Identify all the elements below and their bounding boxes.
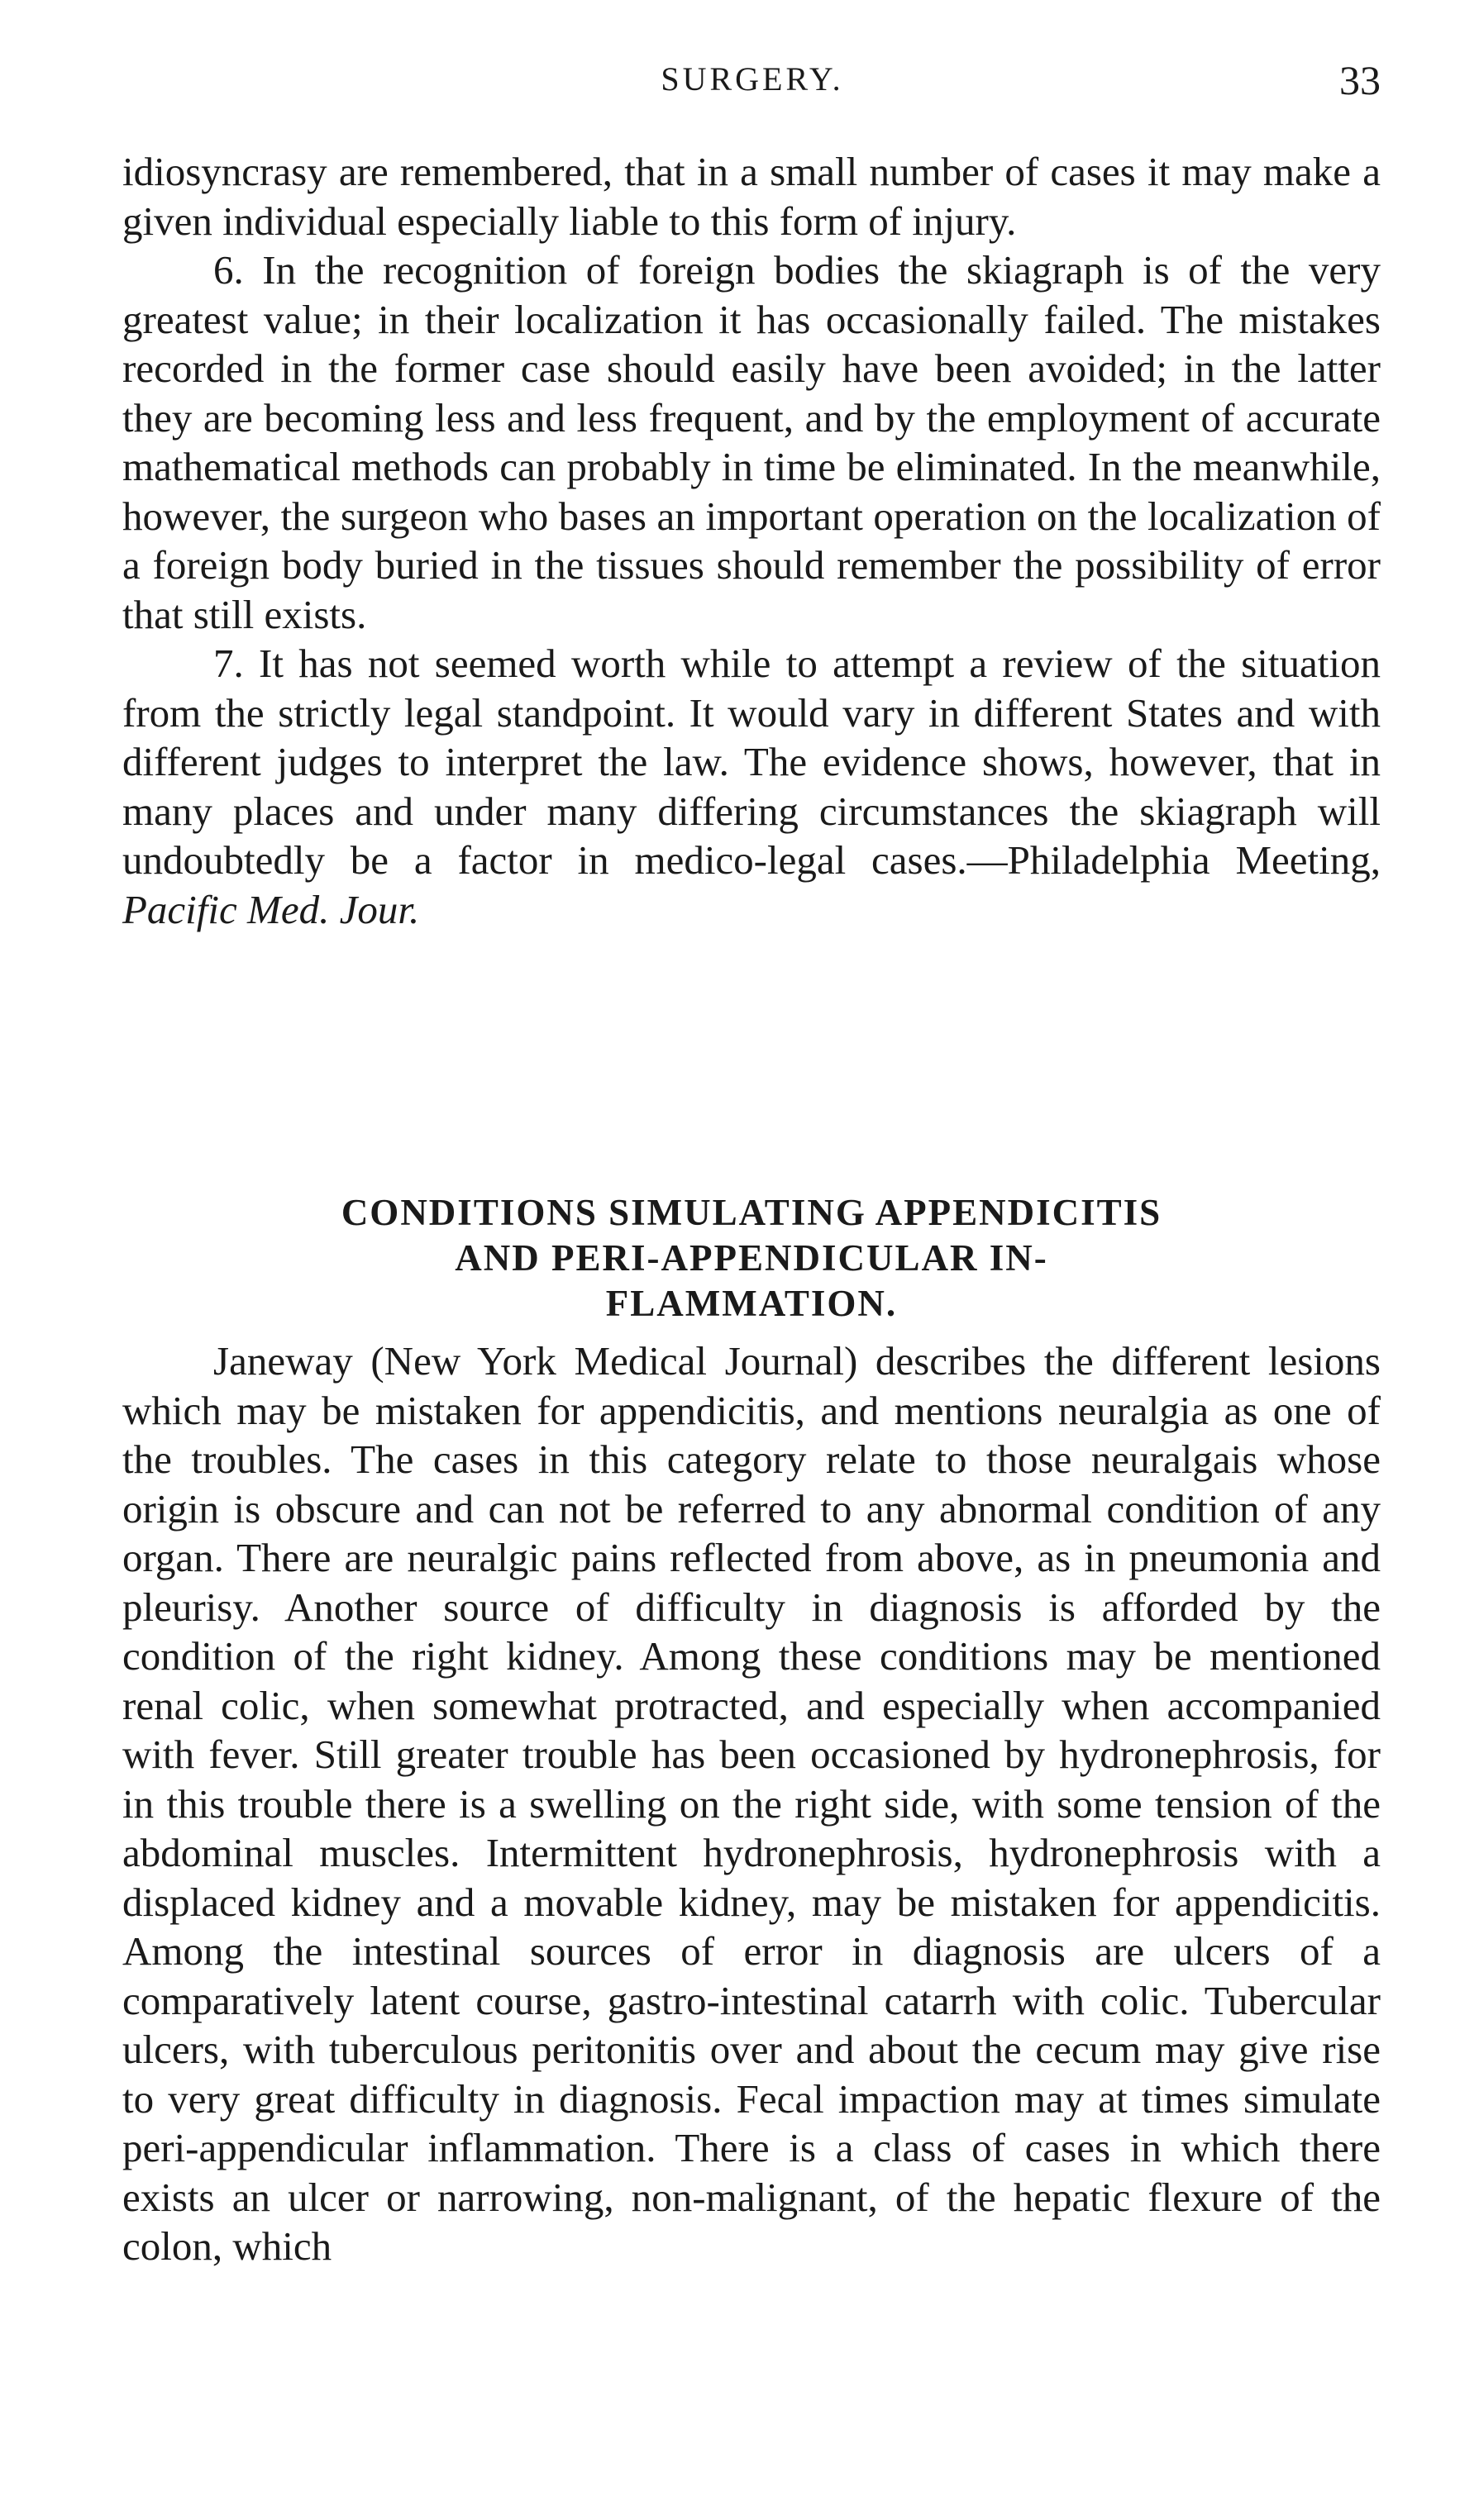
paragraph-7-text: 7. It has not seemed worth while to attempt a review of the situation from the strictly legal standpoint. It would vary in different States and with different judges to interpret the law. The evidence shows, however, that in many places and under many differing circumstances the skiagraph will undoubtedly be a factor in medico-legal cases.—Philadelphia Meeting,: [122, 641, 1381, 883]
body-text-top: [122, 147, 1381, 934]
paragraph-continued: idiosyncrasy are remembered, that in a small number of cases it may make a given individual especially liable to this form of injury.: [122, 149, 1381, 244]
heading-line-2: AND PERI-APPENDICULAR IN-: [455, 1237, 1048, 1279]
running-title: SURGERY.: [661, 60, 844, 98]
body-text-bottom: [122, 1336, 1381, 2271]
heading-line-1: CONDITIONS SIMULATING APPENDICITIS: [341, 1192, 1162, 1233]
page-number: 33: [1339, 57, 1381, 103]
paragraph-janeway: Janeway (New York Medical Journal) describes the different lesions which may be mistaken for appendicitis, and mentions neuralgia as one of the troubles. The cases in this category relate to those neuralgais whose origin is obscure and can not be referred to any abnormal condition of any organ. There are neuralgic pains reflected from above, as in pneumonia and pleurisy. Another source of difficulty in diagnosis is afforded by the condition of the right kidney. Among these conditions may be mentioned renal colic, when somewhat protracted, and especially when accompanied with fever. Still greater trouble has been occasioned by hydronephrosis, for in this trouble there is a swelling on the right side, with some tension of the abdominal muscles. Intermittent hydronephrosis, hydronephrosis with a displaced kidney and a movable kidney, may be mistaken for appendicitis. Among the intestinal sources of error in diagnosis are ulcers of a comparatively latent course, gastro-intestinal catarrh with colic. Tubercular ulcers, with tuberculous peritonitis over and about the cecum may give rise to very great difficulty in diagnosis. Fecal impaction may at times simulate peri-appendicular inflammation. There is a class of cases in which there exists an ulcer or narrowing, non-malignant, of the hepatic flexure of the colon, which: [122, 1338, 1381, 2269]
heading-line-3: FLAMMATION.: [605, 1283, 898, 1324]
paragraph-7: [122, 639, 1381, 934]
paragraph-6: 6. In the recognition of foreign bodies the skiagraph is of the very greatest value; in their localization it has occasionally failed. The mistakes recorded in the former case should easily have been avoided; in the latter they are becoming less and less frequent, and by the employment of accurate mathematical methods can probably in time be eliminated. In the meanwhile, however, the surgeon who bases an important operation on the localization of a foreign body buried in the tissues should remember the possibility of error that still exists.: [122, 247, 1381, 637]
section-heading: [122, 1190, 1381, 1327]
running-head: [124, 56, 1381, 114]
citation-journal: Pacific Med. Jour.: [122, 886, 420, 932]
